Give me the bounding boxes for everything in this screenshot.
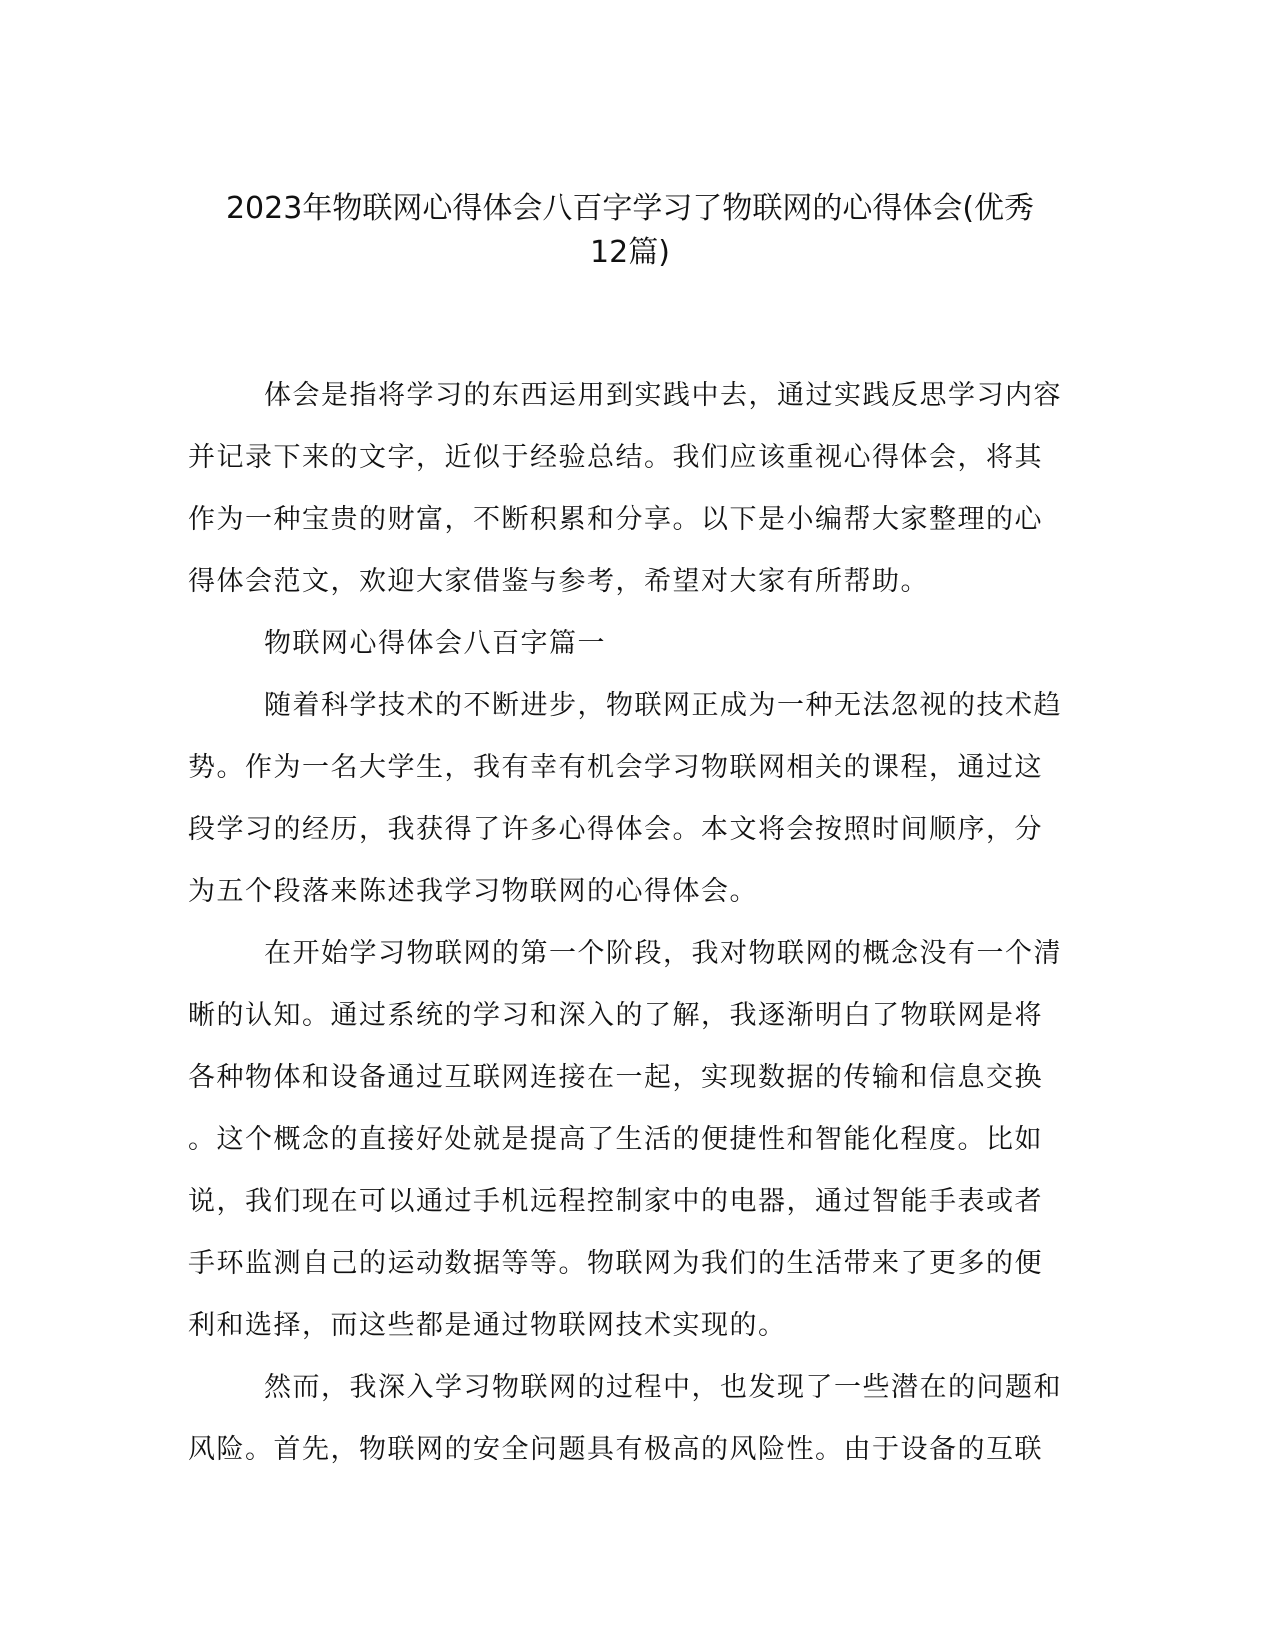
text-line: 利和选择，而这些都是通过物联网技术实现的。 — [188, 1310, 787, 1341]
text-line: 段学习的经历，我获得了许多心得体会。本文将会按照时间顺序，分 — [188, 814, 1043, 845]
paragraph-intro — [188, 365, 1068, 613]
text-line: 得体会范文，欢迎大家借鉴与参考，希望对大家有所帮助。 — [188, 566, 929, 597]
text-line: 。这个概念的直接好处就是提高了生活的便捷性和智能化程度。比如 — [188, 1124, 1043, 1155]
text-line: 各种物体和设备通过互联网连接在一起，实现数据的传输和信息交换 — [188, 1062, 1043, 1093]
document-body — [188, 365, 1068, 1481]
text-line: 在开始学习物联网的第一个阶段，我对物联网的概念没有一个清 — [264, 938, 1062, 969]
text-line: 然而，我深入学习物联网的过程中，也发现了一些潜在的问题和 — [264, 1372, 1062, 1403]
paragraph-2 — [188, 923, 1068, 1357]
document-title-line: 12篇) — [590, 235, 670, 270]
text-line: 随着科学技术的不断进步，物联网正成为一种无法忽视的技术趋 — [264, 690, 1062, 721]
section-heading — [188, 613, 1068, 675]
paragraph-1 — [188, 675, 1068, 923]
text-line: 体会是指将学习的东西运用到实践中去，通过实践反思学习内容 — [264, 380, 1062, 411]
document-title-line: 2023年物联网心得体会八百字学习了物联网的心得体会(优秀 — [225, 191, 1035, 226]
text-line: 手环监测自己的运动数据等等。物联网为我们的生活带来了更多的便 — [188, 1248, 1043, 1279]
paragraph-3 — [188, 1357, 1068, 1481]
text-line: 风险。首先，物联网的安全问题具有极高的风险性。由于设备的互联 — [188, 1434, 1043, 1465]
text-line: 并记录下来的文字，近似于经验总结。我们应该重视心得体会，将其 — [188, 442, 1043, 473]
text-line: 说，我们现在可以通过手机远程控制家中的电器，通过智能手表或者 — [188, 1186, 1043, 1217]
text-line: 势。作为一名大学生，我有幸有机会学习物联网相关的课程，通过这 — [188, 752, 1043, 783]
text-line: 晰的认知。通过系统的学习和深入的了解，我逐渐明白了物联网是将 — [188, 1000, 1043, 1031]
text-line: 作为一种宝贵的财富，不断积累和分享。以下是小编帮大家整理的心 — [188, 504, 1043, 535]
text-line: 为五个段落来陈述我学习物联网的心得体会。 — [188, 876, 758, 907]
document-title — [180, 187, 1080, 275]
text-line: 物联网心得体会八百字篇一 — [264, 628, 606, 659]
